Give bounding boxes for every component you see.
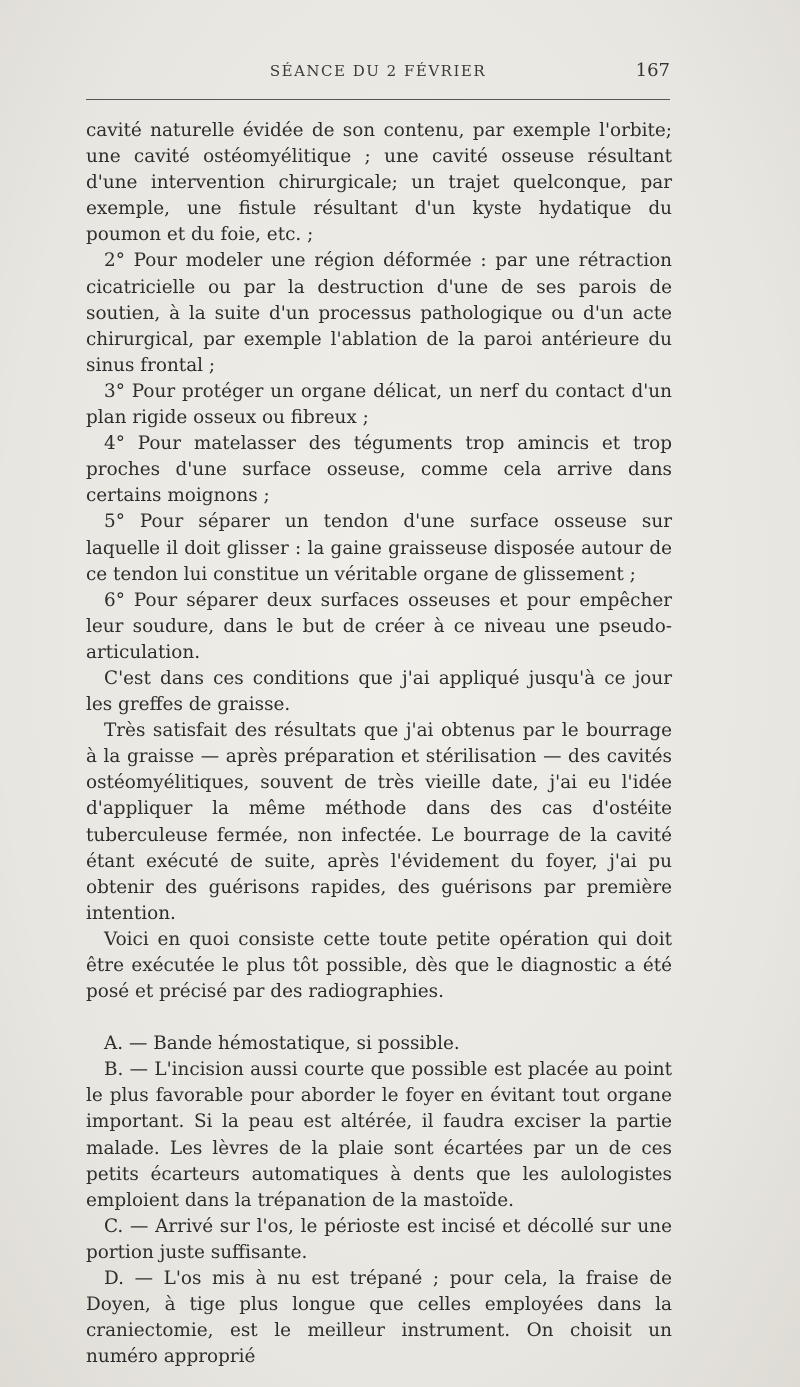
paragraph: 4° Pour matelasser des téguments trop amincis et trop proches d'une surface osseuse, comme cela arrive dans certains moignons ; <box>86 433 672 507</box>
step-item: A. — Bande hémostatique, si possible. <box>104 1033 460 1055</box>
paragraph: Très satisfait des résultats que j'ai obtenus par le bourrage à la graisse — après préparation et stérilisation — des cavités ostéomyélitiques, souvent de très vieille date, j'ai eu l'idée d'appliquer la même méthode dans des cas d'ostéite tuberculeuse fermée, non infectée. Le bourrage de la cavité étant exécuté de suite, après l'évidement du foyer, j'ai pu obtenir des guérisons rapides, des guérisons par première intention. <box>86 720 672 924</box>
running-head: SÉANCE DU 2 FÉVRIER <box>269 62 487 80</box>
paragraph: 3° Pour protéger un organe délicat, un nerf du contact d'un plan rigide osseux ou fibreux ; <box>86 380 672 429</box>
paragraph: Voici en quoi consiste cette toute petite opération qui doit être exécutée le plus tôt possible, dès que le diagnostic a été posé et précisé par des radiographies. <box>86 928 672 1003</box>
header-rule <box>86 99 670 100</box>
paragraph: cavité naturelle évidée de son contenu, par exemple l'orbite; une cavité ostéomyélitique ; une cavité osseuse résultant d'une intervention chirurgicale; un trajet quelconque, par exemple, une fistule résultant d'un kyste hydatique du poumon et du foie, etc. ; <box>86 120 672 246</box>
paragraph: 5° Pour séparer un tendon d'une surface osseuse sur laquelle il doit glisser : la gaine graisseuse disposée autour de ce tendon lui constitue un véritable organe de glissement ; <box>86 511 672 585</box>
step-item: B. — L'incision aussi courte que possible est placée au point le plus favorable pour aborder le foyer en évitant tout organe important. Si la peau est altérée, il faudra exciser la partie malade. Les lèvres de la plaie sont écartées par un de ces petits écarteurs automatiques à dents que les aulologistes emploient dans la trépanation de la mastoïde. <box>86 1059 672 1211</box>
page-header <box>86 62 670 86</box>
body-text <box>86 118 672 1370</box>
step-item: C. — Arrivé sur l'os, le périoste est incisé et décollé sur une portion juste suffisante. <box>86 1215 672 1263</box>
page-number: 167 <box>635 60 670 81</box>
paragraph: 2° Pour modeler une région déformée : par une rétraction cicatricielle ou par la destruction d'une de ses parois de soutien, à la suite d'un processus pathologique ou d'un acte chirurgical, par exemple l'ablation de la paroi antérieure du sinus frontal ; <box>86 250 672 376</box>
paragraph: 6° Pour séparer deux surfaces osseuses et pour empêcher leur soudure, dans le but de créer à ce niveau une pseudo-articulation. <box>86 589 672 663</box>
paragraph: C'est dans ces conditions que j'ai appliqué jusqu'à ce jour les greffes de graisse. <box>86 667 672 716</box>
step-item: D. — L'os mis à nu est trépané ; pour cela, la fraise de Doyen, à tige plus longue que celles employées dans la craniectomie, est le meilleur instrument. On choisit un numéro approprié <box>86 1268 672 1368</box>
